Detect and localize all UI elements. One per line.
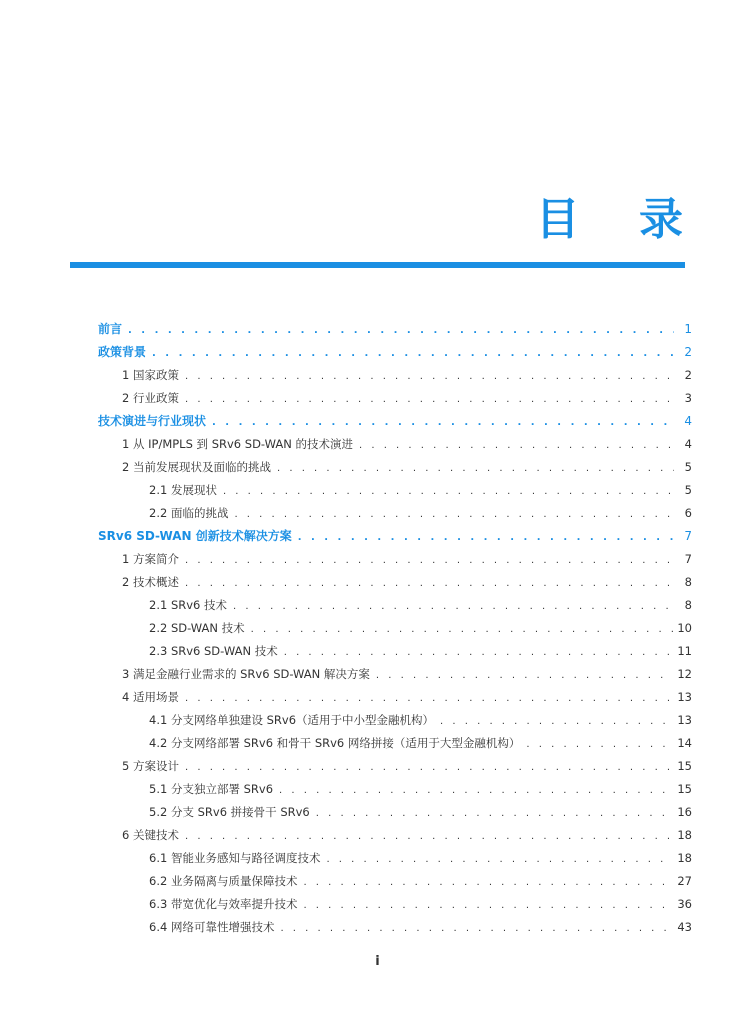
toc-entry-title: 4.2 分支网络部署 SRv6 和骨干 SRv6 网络拼接（适用于大型金融机构） — [149, 736, 521, 750]
toc-entry-title: 5.2 分支 SRv6 拼接骨干 SRv6 — [149, 805, 310, 819]
toc-entry[interactable] — [98, 824, 692, 847]
toc-leader-dots — [280, 917, 673, 940]
toc-leader-dots — [284, 641, 674, 664]
toc-entry-title: 2.3 SRv6 SD-WAN 技术 — [149, 644, 278, 658]
toc-entry-page: 10 — [677, 621, 692, 635]
toc-entry-title: 2.1 发展现状 — [149, 483, 217, 497]
toc-leader-dots — [234, 503, 674, 526]
toc-entry-title: 6.2 业务隔离与质量保障技术 — [149, 874, 298, 888]
toc-entry-page: 8 — [684, 575, 692, 589]
toc-entry-page: 12 — [677, 667, 692, 681]
toc-entry-page: 3 — [684, 391, 692, 405]
toc-leader-dots — [233, 595, 674, 618]
toc-entry[interactable] — [98, 456, 692, 479]
toc-entry[interactable] — [98, 847, 692, 870]
toc-entry-page: 7 — [684, 552, 692, 566]
toc-entry-title: 5 方案设计 — [122, 759, 179, 773]
toc-entry-title: 6.1 智能业务感知与路径调度技术 — [149, 851, 321, 865]
toc-entry-page: 6 — [684, 506, 692, 520]
title-rule — [70, 262, 685, 268]
toc-entry[interactable] — [98, 479, 692, 502]
toc-entry[interactable] — [98, 318, 692, 341]
toc-entry-page: 11 — [677, 644, 692, 658]
toc-entry-page: 1 — [684, 322, 692, 336]
toc-entry-title: 4 适用场景 — [122, 690, 179, 704]
toc-entry-title: 2.2 面临的挑战 — [149, 506, 229, 520]
toc-entry-page: 27 — [677, 874, 692, 888]
toc-entry-title: 3 满足金融行业需求的 SRv6 SD-WAN 解决方案 — [122, 667, 370, 681]
toc-entry-title: 2 当前发展现状及面临的挑战 — [122, 460, 271, 474]
toc-entry[interactable] — [98, 663, 692, 686]
toc-entry-page: 4 — [684, 414, 692, 428]
toc-entry[interactable] — [98, 755, 692, 778]
toc-entry[interactable] — [98, 525, 692, 548]
toc-entry-title: SRv6 SD-WAN 创新技术解决方案 — [98, 529, 292, 543]
toc-entry-page: 4 — [684, 437, 692, 451]
toc-entry-title: 技术演进与行业现状 — [98, 414, 207, 428]
toc-leader-dots — [223, 480, 674, 503]
toc-entry-page: 5 — [684, 483, 692, 497]
toc-leader-dots — [185, 687, 673, 710]
toc-leader-dots — [185, 388, 674, 411]
toc-entry[interactable] — [98, 778, 692, 801]
toc-entry[interactable] — [98, 410, 692, 433]
toc-entry-title: 4.1 分支网络单独建设 SRv6（适用于中小型金融机构） — [149, 713, 435, 727]
toc-entry[interactable] — [98, 870, 692, 893]
toc-entry-page: 15 — [677, 759, 692, 773]
toc-entry[interactable] — [98, 502, 692, 525]
toc-leader-dots — [128, 319, 674, 342]
toc-leader-dots — [185, 572, 674, 595]
toc-leader-dots — [376, 664, 673, 687]
toc-entry-page: 15 — [677, 782, 692, 796]
toc-entry-page: 18 — [677, 851, 692, 865]
toc-entry-title: 前言 — [98, 322, 123, 336]
toc-leader-dots — [303, 871, 673, 894]
toc-leader-dots — [251, 618, 674, 641]
toc-entry[interactable] — [98, 548, 692, 571]
table-of-contents — [98, 318, 692, 939]
toc-entry-title: 2 技术概述 — [122, 575, 179, 589]
toc-entry-title: 2.1 SRv6 技术 — [149, 598, 228, 612]
toc-leader-dots — [185, 365, 674, 388]
toc-leader-dots — [526, 733, 673, 756]
toc-entry-title: 1 方案简介 — [122, 552, 179, 566]
toc-entry-page: 13 — [677, 690, 692, 704]
toc-entry-title: 1 从 IP/MPLS 到 SRv6 SD-WAN 的技术演进 — [122, 437, 353, 451]
toc-entry-title: 2.2 SD-WAN 技术 — [149, 621, 245, 635]
toc-entry[interactable] — [98, 387, 692, 410]
toc-entry-page: 2 — [684, 368, 692, 382]
toc-leader-dots — [185, 825, 673, 848]
toc-entry[interactable] — [98, 916, 692, 939]
toc-leader-dots — [279, 779, 673, 802]
toc-entry[interactable] — [98, 617, 692, 640]
page-number: i — [375, 954, 380, 969]
toc-entry[interactable] — [98, 801, 692, 824]
toc-entry[interactable] — [98, 640, 692, 663]
toc-leader-dots — [185, 549, 674, 572]
toc-leader-dots — [303, 894, 673, 917]
toc-entry[interactable] — [98, 732, 692, 755]
toc-entry-title: 2 行业政策 — [122, 391, 179, 405]
toc-entry[interactable] — [98, 686, 692, 709]
toc-entry[interactable] — [98, 433, 692, 456]
toc-entry-page: 7 — [684, 529, 692, 543]
toc-entry-title: 6 关键技术 — [122, 828, 179, 842]
toc-entry-page: 13 — [677, 713, 692, 727]
toc-entry-page: 16 — [677, 805, 692, 819]
toc-entry-title: 5.1 分支独立部署 SRv6 — [149, 782, 274, 796]
toc-leader-dots — [326, 848, 673, 871]
toc-entry-title: 1 国家政策 — [122, 368, 179, 382]
toc-entry[interactable] — [98, 341, 692, 364]
toc-leader-dots — [212, 411, 674, 434]
toc-entry-title: 6.4 网络可靠性增强技术 — [149, 920, 275, 934]
toc-leader-dots — [152, 342, 674, 365]
toc-entry-page: 2 — [684, 345, 692, 359]
toc-entry-title: 6.3 带宽优化与效率提升技术 — [149, 897, 298, 911]
toc-leader-dots — [277, 457, 674, 480]
toc-entry-page: 36 — [677, 897, 692, 911]
toc-leader-dots — [185, 756, 673, 779]
toc-entry-page: 43 — [677, 920, 692, 934]
toc-entry-page: 18 — [677, 828, 692, 842]
toc-entry[interactable] — [98, 594, 692, 617]
toc-leader-dots — [316, 802, 674, 825]
toc-leader-dots — [440, 710, 673, 733]
toc-leader-dots — [359, 434, 674, 457]
toc-entry-title: 政策背景 — [98, 345, 147, 359]
toc-entry-page: 8 — [684, 598, 692, 612]
toc-entry[interactable] — [98, 709, 692, 732]
toc-entry-page: 14 — [677, 736, 692, 750]
toc-entry[interactable] — [98, 571, 692, 594]
toc-entry-page: 5 — [684, 460, 692, 474]
toc-leader-dots — [298, 526, 674, 549]
toc-entry[interactable] — [98, 364, 692, 387]
toc-entry[interactable] — [98, 893, 692, 916]
toc-title: 目 录 — [535, 194, 705, 245]
